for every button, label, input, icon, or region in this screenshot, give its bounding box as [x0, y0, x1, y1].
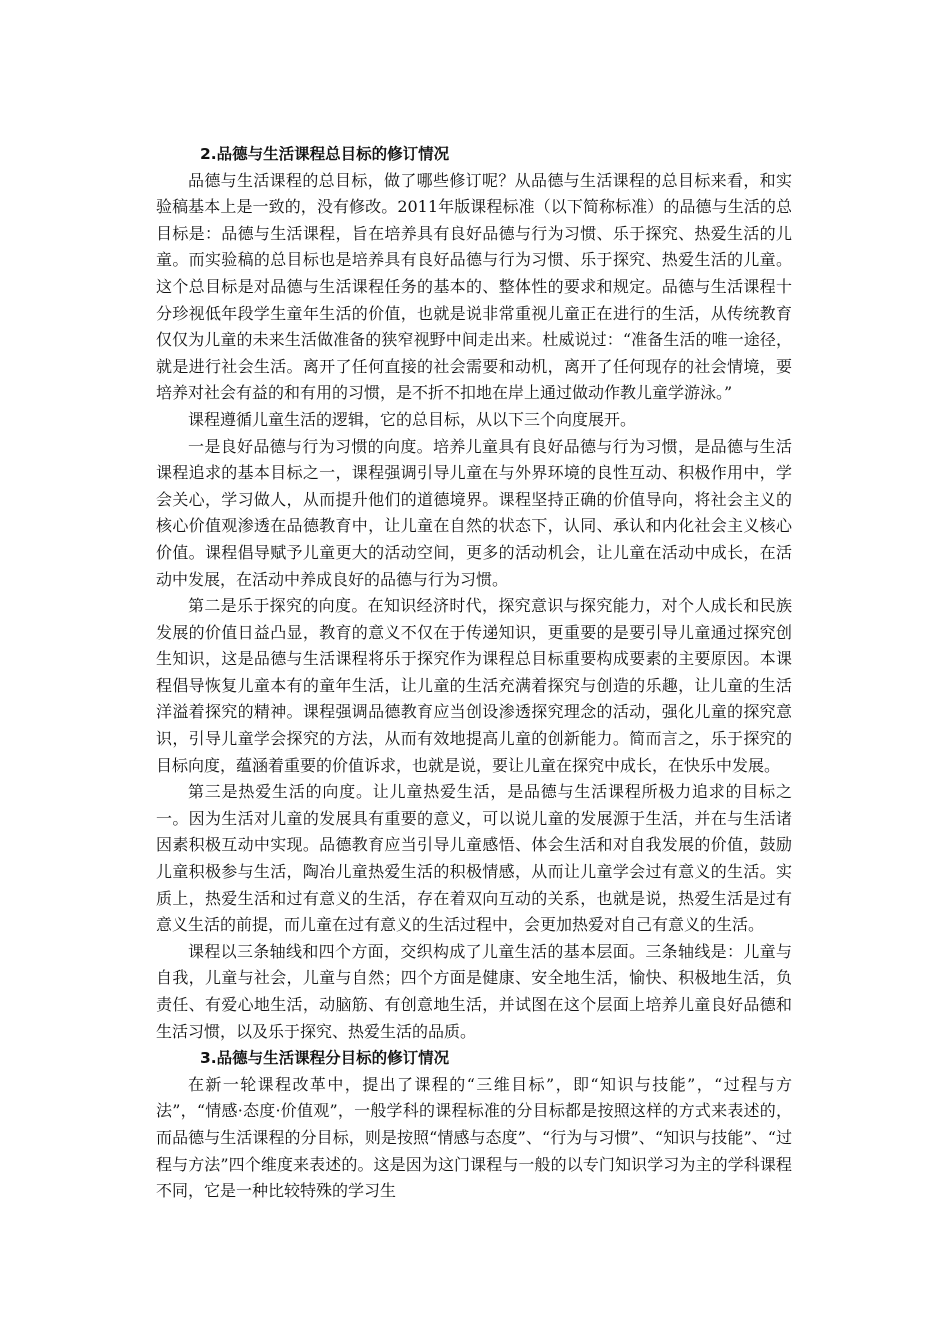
paragraph: 品德与生活课程的总目标，做了哪些修订呢？从品德与生活课程的总目标来看，和实验稿基本上是一致的，没有修改。2011年版课程标准（以下简称标准）的品德与生活的总目标是：品德与生活课程，旨在培养具有良好品德与行为习惯、乐于探究、热爱生活的儿童。而实验稿的总目标也是培养具有良好品德与行为习惯、乐于探究、热爱生活的儿童。这个总目标是对品德与生活课程任务的基本的、整体性的要求和规定。品德与生活课程十分珍视低年段学生童年生活的价值，也就是说非常重视儿童正在进行的生活，从传统教育仅仅为儿童的未来生活做准备的狭窄视野中间走出来。杜威说过：“准备生活的唯一途径，就是进行社会生活。离开了任何直接的社会需要和动机，离开了任何现存的社会情境，要培养对社会有益的和有用的习惯，是不折不扣地在岸上通过做动作教儿童学游泳。” — [156, 170, 792, 403]
section-heading-2: 2.品德与生活课程总目标的修订情况 — [200, 145, 450, 163]
paragraph: 一是良好品德与行为习惯的向度。培养儿童具有良好品德与行为习惯，是品德与生活课程追求的基本目标之一，课程强调引导儿童在与外界环境的良性互动、积极作用中，学会关心，学习做人，从而提升他们的道德境界。课程坚持正确的价值导向，将社会主义的核心价值观渗透在品德教育中，让儿童在自然的状态下，认同、承认和内化社会主义核心价值。课程倡导赋予儿童更大的活动空间，更多的活动机会，让儿童在活动中成长，在活动中发展，在活动中养成良好的品德与行为习惯。 — [156, 436, 792, 589]
paragraph: 课程遵循儿童生活的逻辑，它的总目标，从以下三个向度展开。 — [188, 409, 637, 429]
paragraph: 第二是乐于探究的向度。在知识经济时代，探究意识与探究能力，对个人成长和民族发展的价值日益凸显，教育的意义不仅在于传递知识，更重要的是要引导儿童通过探究创生知识，这是品德与生活课程将乐于探究作为课程总目标重要构成要素的主要原因。本课程倡导恢复儿童本有的童年生活，让儿童的生活充满着探究与创造的乐趣，让儿童的生活洋溢着探究的精神。课程强调品德教育应当创设渗透探究理念的活动，强化儿童的探究意识，引导儿童学会探究的方法，从而有效地提高儿童的创新能力。简而言之，乐于探究的目标向度，蕴涵着重要的价值诉求，也就是说，要让儿童在探究中成长，在快乐中发展。 — [156, 596, 792, 775]
document-page — [156, 141, 792, 1205]
section-heading-3: 3.品德与生活课程分目标的修订情况 — [200, 1049, 450, 1068]
paragraph: 在新一轮课程改革中，提出了课程的“三维目标”，即“知识与技能”，“过程与方法”，“情感·态度·价值观”，一般学科的课程标准的分目标都是按照这样的方式来表述的，而品德与生活课程的分目标，则是按照“情感与态度”、“行为与习惯”、“知识与技能”、“过程与方法”四个维度来表述的。这是因为这门课程与一般的以专门知识学习为主的学科课程不同，它是一种比较特殊的学习生 — [156, 1074, 792, 1201]
paragraph: 第三是热爱生活的向度。让儿童热爱生活，是品德与生活课程所极力追求的目标之一。因为生活对儿童的发展具有重要的意义，可以说儿童的发展源于生活，并在与生活诸因素积极互动中实现。品德教育应当引导儿童感悟、体会生活和对自我发展的价值，鼓励儿童积极参与生活，陶冶儿童热爱生活的积极情感，从而让儿童学会过有意义的生活。实质上，热爱生活和过有意义的生活，存在着双向互动的关系，也就是说，热爱生活是过有意义生活的前提，而儿童在过有意义的生活过程中，会更加热爱对自己有意义的生活。 — [156, 782, 792, 935]
paragraph: 课程以三条轴线和四个方面，交织构成了儿童生活的基本层面。三条轴线是：儿童与自我，儿童与社会，儿童与自然；四个方面是健康、安全地生活，愉快、积极地生活，负责任、有爱心地生活，动脑筋、有创意地生活，并试图在这个层面上培养儿童良好品德和生活习惯，以及乐于探究、热爱生活的品质。 — [156, 941, 792, 1041]
